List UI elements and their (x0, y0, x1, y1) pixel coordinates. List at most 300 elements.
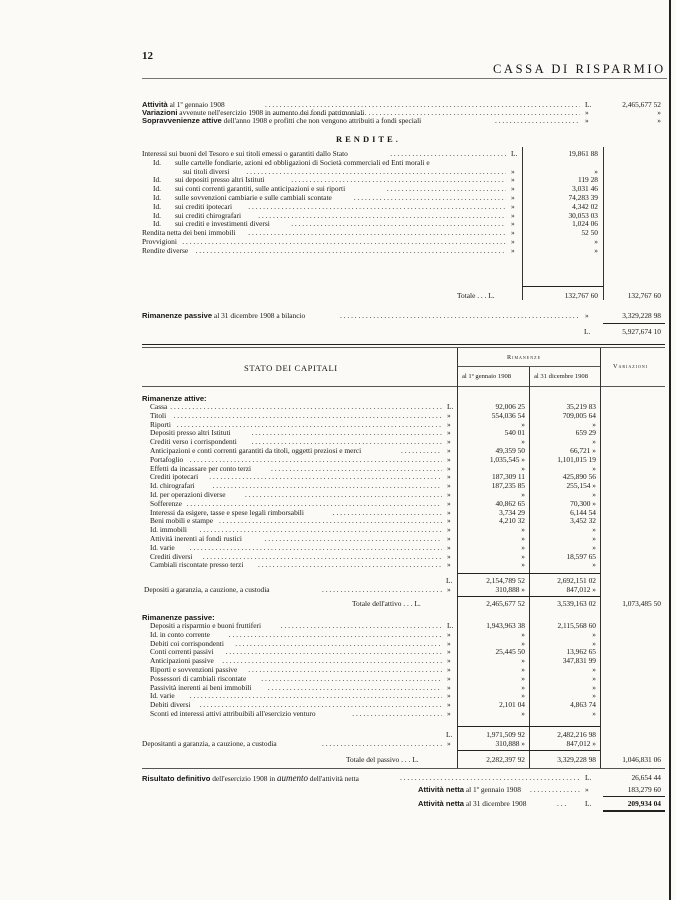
attive-row-label: Id. chirografari (150, 481, 195, 491)
result-line-3-bold: Attività netta (418, 799, 464, 808)
passive-row-leader (248, 666, 442, 674)
rendite-row-cur: » (511, 175, 515, 185)
rendite-row-cur: » (511, 166, 515, 176)
attive-row-leader (177, 421, 442, 429)
attive-row-v1: » (521, 542, 525, 552)
rendite-row-label: sulle cartelle fondiarie, azioni ed obbligazioni di Società commerciali ed Enti morali e (175, 157, 430, 167)
passive-row-v2: 2,115,568 60 (557, 621, 596, 630)
rendite-row-prefix: Id. (153, 193, 162, 202)
passive-subtotal-v1: 1,971,509 92 (486, 730, 525, 739)
attive-row-v1: » (521, 551, 525, 561)
rendite-row-label: sulle sovvenzioni cambiarie e sulle cambiali scontate (175, 193, 332, 202)
rendite-row-label: sui conti correnti garantiti, sulle anticipazioni e sui riporti (175, 184, 346, 194)
attive-row-v1: 187,235 85 (491, 481, 525, 491)
passive-row-leader (281, 622, 442, 630)
attive-row-leader (258, 561, 442, 569)
rendite-row-label: sui crediti chirografari (175, 210, 242, 220)
passive-row-cur: » (447, 638, 451, 648)
header-rule (142, 78, 667, 79)
rendite-total-value: 132,767 60 (564, 291, 598, 300)
attive-row-v1: » (521, 419, 525, 429)
attive-row-cur: » (447, 481, 451, 491)
passive-depositi-leader (322, 740, 442, 748)
attive-row-leader (209, 473, 442, 481)
rendite-row-value: 119 28 (577, 175, 598, 185)
intro-row-bold: Sopravvenienze attive (142, 116, 222, 125)
attive-row-cur: » (447, 560, 451, 570)
result-line-2-value: 183,279 60 (627, 785, 661, 794)
result-line-2-leader (530, 786, 580, 794)
rendite-row-cur: » (511, 193, 515, 202)
attive-row-leader (170, 403, 442, 411)
result-line-1-tail: dell'attività netta (307, 774, 359, 783)
attive-row-v2: 66,721 » (570, 446, 596, 455)
attive-row-cur: » (447, 525, 451, 535)
attive-row-v1: 3,734 29 (499, 507, 525, 517)
passive-row-leader (229, 631, 442, 639)
passive-row-v2: » (592, 691, 596, 701)
intro-row-cur: L. (585, 100, 592, 109)
rendite-row-label: sui titoli diversi (183, 166, 230, 176)
stato-col-rule-b (529, 367, 530, 768)
rimanenze-passive-leader (340, 312, 580, 320)
rendite-row-leader (291, 176, 506, 184)
result-line-1-value: 26,654 44 (631, 773, 661, 782)
attive-row-leader (219, 517, 442, 525)
result-line-3-leader: . . . (557, 799, 567, 808)
passive-row-leader (352, 710, 442, 718)
passive-total-label: Totale del passivo . . . L. (346, 755, 419, 764)
result-rule (603, 796, 665, 797)
rendite-row-leader (258, 212, 506, 220)
rendite-row-cur: » (511, 219, 515, 229)
passive-depositi-v1: 310,888 » (495, 739, 525, 748)
result-line-3-cur: L. (585, 799, 592, 808)
attive-row-label: Sofferenze (150, 498, 182, 508)
attive-row-leader (333, 509, 442, 517)
attive-row-cur: » (447, 410, 451, 420)
passive-row-label: Conti correnti passivi (150, 647, 214, 657)
passive-depositi-cur: » (447, 739, 451, 748)
attive-row-leader (245, 491, 442, 499)
intro-row-bold: Variazioni (142, 108, 178, 117)
result-double-rule (603, 810, 665, 812)
intro-row-cur: » (585, 108, 589, 117)
passive-row-v1: 1,943,963 38 (486, 621, 525, 630)
passive-row-v2: 347,831 99 (562, 656, 596, 666)
rendite-row-prefix: Id. (153, 210, 162, 220)
passive-row-leader (261, 675, 442, 683)
rendite-row-label: Provvigioni (142, 237, 177, 246)
result-line-2-text: al 1º gennaio 1908 (464, 785, 521, 794)
rendite-row-prefix: Id. (153, 175, 162, 185)
rendite-row-value: 30,053 03 (568, 210, 598, 220)
attive-row-label: Attività inerenti ai fondi rustici (150, 534, 242, 543)
rendite-row-label: Rendite diverse (142, 245, 189, 255)
attive-row-v2: » (592, 525, 596, 535)
passive-row-v1: » (521, 665, 525, 674)
attive-row-cur: » (447, 498, 451, 508)
attive-row-leader (252, 438, 443, 446)
passive-row-leader (200, 701, 443, 709)
attive-row-cur: » (447, 454, 451, 464)
stato-col-rule-c (600, 348, 601, 768)
rimanenze-passive-value: 3,329,228 98 (622, 311, 661, 320)
attive-depositi-leader (322, 586, 442, 594)
attive-depositi-v1: 310,888 » (495, 585, 525, 594)
passive-row-v1: » (521, 709, 525, 718)
passive-row-cur: L. (447, 621, 454, 630)
passive-row-leader (226, 648, 443, 656)
attive-row-cur: » (447, 516, 451, 526)
passive-row-label: Debiti diversi (150, 700, 191, 710)
passive-row-v1: 2,101 04 (499, 700, 525, 710)
passive-row-leader (268, 684, 442, 692)
result-line-3 (418, 800, 526, 808)
passive-row-label: Anticipazioni passive (150, 656, 214, 666)
rendite-row-cur: » (511, 210, 515, 220)
passive-row-cur: » (447, 673, 451, 683)
rendite-row-label: sui crediti ipotecari (175, 201, 233, 211)
stato-top-rule (142, 344, 665, 345)
rendite-row-prefix: Id. (153, 184, 162, 194)
rendite-row-value: 1,024 06 (572, 219, 598, 229)
attive-subtotal-cur: L. (446, 576, 453, 585)
attive-total-v2: 3,539,163 02 (557, 599, 596, 608)
rendite-row-value: 52 50 (581, 228, 598, 238)
rendite-row-prefix: Id. (153, 219, 162, 229)
attive-row-leader (401, 447, 442, 455)
attive-row-leader (265, 535, 443, 543)
passive-total-rule (457, 750, 600, 751)
attive-row-cur: » (447, 490, 451, 499)
attive-row-v2: » (592, 463, 596, 473)
rendite-row-prefix: Id. (153, 157, 162, 167)
attive-row-v1: » (521, 437, 525, 447)
passive-heading: Rimanenze passive: (142, 613, 215, 622)
passive-row-v2: » (592, 709, 596, 718)
passive-total-v2: 3,329,228 98 (557, 755, 596, 764)
rendite-row-label: Interessi sui buoni del Tesoro e sui titoli emessi o garantiti dallo Stato (142, 149, 348, 158)
passive-row-label: Passività inerenti ai beni immobili (150, 682, 252, 692)
passive-total-v1: 2,282,397 92 (486, 755, 525, 764)
passive-row-cur: » (447, 709, 451, 718)
grand-total-cur: L. (584, 327, 591, 336)
attive-row-label: Id. per operazioni diverse (150, 490, 226, 499)
attive-row-v2: 18,597 65 (566, 551, 596, 561)
result-line-2 (418, 786, 521, 794)
attive-row-label: Interessi da esigere, tasse e spese legali rimborsabili (150, 507, 304, 517)
passive-row-v1: » (521, 656, 525, 666)
intro-row (142, 117, 421, 125)
attive-row-label: Effetti da incassare per conto terzi (150, 463, 252, 473)
attive-row-label: Cassa (150, 402, 168, 411)
attive-row-label: Portafoglio (150, 454, 184, 464)
attive-row-label: Id. immobili (150, 525, 187, 535)
attive-row-v2: 70,300 » (570, 498, 596, 508)
attive-depositi-v2: 847,012 » (566, 585, 596, 594)
attive-row-v1: 4,210 32 (499, 516, 525, 526)
passive-row-leader (222, 657, 442, 665)
attive-row-cur: » (447, 419, 451, 429)
rendite-col-rule (522, 147, 523, 300)
intro-row-text: avvenute nell'esercizio 1908 in aumento dei fondi patrimoniali (177, 108, 365, 117)
grand-total-rule (603, 323, 665, 324)
attive-row-cur: » (447, 507, 451, 517)
rendite-row-leader (246, 168, 506, 176)
passive-row-label: Id. varie (150, 691, 175, 701)
rendite-heading: RENDITE. (336, 134, 401, 144)
result-line-3-text: al 31 dicembre 1908 (464, 799, 527, 808)
passive-row-cur: » (447, 665, 451, 674)
attive-row-leader (190, 456, 442, 464)
attive-row-v1: » (521, 463, 525, 473)
intro-row-text: al 1º gennaio 1908 (167, 100, 225, 109)
grand-total-value: 5,927,674 10 (622, 327, 661, 336)
intro-row-leader (495, 117, 580, 125)
passive-row-cur: » (447, 647, 451, 657)
passive-row-label: Debiti coi corrispondenti (150, 638, 224, 648)
attive-row-label: Beni mobili e stampe (150, 516, 214, 526)
attive-row-v2: 1,101,015 19 (557, 454, 596, 464)
rendite-row-leader (182, 238, 506, 246)
passive-row-v1: » (521, 682, 525, 692)
attive-row-leader (271, 465, 442, 473)
intro-row-text: dell'anno 1908 e profitti che non vengono attribuiti a fondi speciali (221, 116, 422, 125)
result-line-1-italic: aumento (276, 773, 308, 783)
attive-row-leader (187, 500, 443, 508)
intro-row-value: 2,465,677 52 (622, 100, 661, 109)
attive-row-cur: » (447, 437, 451, 447)
attive-row-v2: 709,005 64 (562, 410, 596, 420)
rendite-row-cur: » (511, 184, 515, 194)
rendite-row-label: sui depositi presso altri Istituti (175, 175, 265, 185)
result-line-1-leader (400, 774, 580, 782)
attive-row-label: Titoli (150, 410, 167, 420)
rendite-row-leader (354, 194, 506, 202)
rimanenze-passive-bold: Rimanenze passive (142, 311, 213, 320)
stato-col-rule-a (457, 348, 458, 768)
passive-subtotal-cur: L. (446, 730, 453, 739)
attive-row-label: Depositi presso altri Istituti (150, 428, 231, 438)
attive-subtotal-v1: 2,154,789 52 (486, 576, 525, 585)
intro-row-bold: Attività (142, 100, 168, 109)
stato-bottom-rule (142, 768, 665, 769)
rendite-total-right: 132,767 60 (627, 291, 661, 300)
attive-row-v2: 255,154 » (566, 481, 596, 491)
attive-row-cur: » (447, 446, 451, 455)
rendite-row-prefix: Id. (153, 201, 162, 211)
attive-row-leader (252, 429, 443, 437)
rendite-row-leader (248, 203, 506, 211)
attive-row-v2: » (592, 437, 596, 447)
passive-row-label: Possessori di cambiali riscontate (150, 673, 247, 683)
rendite-row-cur: » (511, 228, 515, 238)
passive-row-v1: » (521, 629, 525, 639)
passive-row-v2: 13,962 65 (566, 647, 596, 657)
attive-row-v2: » (592, 542, 596, 552)
attive-depositi-cur: » (447, 585, 451, 594)
result-line-1-cur: L. (585, 773, 592, 782)
attive-row-v2: » (592, 534, 596, 543)
result-line-2-cur: » (585, 785, 589, 794)
attive-row-cur: » (447, 551, 451, 561)
passive-row-cur: » (447, 700, 451, 710)
rendite-row-cur: L. (511, 149, 518, 158)
attive-row-v1: » (521, 525, 525, 535)
attive-total-v3: 1,073,485 50 (622, 599, 661, 608)
passive-row-v2: » (592, 629, 596, 639)
rimanenze-passive-text: al 31 dicembre 1908 a bilancio (212, 311, 306, 320)
attive-sub-rule (457, 573, 600, 574)
attive-row-cur: » (447, 472, 451, 482)
attive-row-v2: » (592, 490, 596, 499)
rendite-total-rule (522, 286, 603, 287)
passive-row-v2: 4,863 74 (570, 700, 596, 710)
attive-row-v1: 92,006 25 (495, 402, 525, 411)
result-line-3-value: 209,934 04 (627, 799, 661, 808)
attive-subtotal-v2: 2,692,151 02 (557, 576, 596, 585)
attive-row-label: Cambiali riscontate presso terzi (150, 560, 244, 570)
attive-row-v1: » (521, 490, 525, 499)
passive-sub-rule (457, 726, 600, 727)
result-line-1 (142, 774, 359, 783)
result-line-1-text: dell'esercizio 1908 in (210, 774, 277, 783)
passive-row-v1: » (521, 638, 525, 648)
attive-row-v1: 554,036 54 (491, 410, 525, 420)
attive-row-leader (203, 553, 442, 561)
passive-row-v2: » (592, 638, 596, 648)
attive-row-v2: » (592, 560, 596, 570)
attive-row-v2: 3,452 32 (570, 516, 596, 526)
attive-row-v1: 540 01 (504, 428, 525, 438)
attive-row-v1: 49,359 50 (495, 446, 525, 455)
attive-row-label: Id. varie (150, 542, 175, 552)
passive-row-cur: » (447, 656, 451, 666)
result-line-1-bold: Risultato definitivo (142, 774, 211, 783)
attive-row-leader (213, 482, 443, 490)
attive-depositi-label: Depositi a garanzia, a cauzione, a custodia (144, 585, 270, 594)
attive-row-label: Riporti (150, 419, 171, 429)
passive-row-v2: » (592, 673, 596, 683)
passive-row-leader (235, 640, 442, 648)
attive-row-cur: » (447, 534, 451, 543)
attive-heading: Rimanenze attive: (142, 394, 207, 403)
passive-row-cur: » (447, 629, 451, 639)
attive-row-leader (174, 412, 443, 420)
attive-total-rule (457, 596, 600, 597)
passive-row-label: Sconti ed interessi attivi attribuibili all'esercizio venturo (150, 709, 316, 718)
attive-row-v1: » (521, 534, 525, 543)
attive-row-v2: » (592, 419, 596, 429)
stato-col1: al 1º gennaio 1908 (462, 373, 512, 380)
attive-row-leader (190, 544, 442, 552)
passive-row-label: Id. in conto corrente (150, 629, 210, 639)
passive-row-label: Depositi a risparmio e buoni fruttiferi (150, 621, 262, 630)
attive-row-label: Crediti ipotecari (150, 472, 199, 482)
rendite-row-value: » (594, 237, 598, 246)
attive-total-label: Totale dell'attivo . . . L. (352, 599, 421, 608)
stato-top-rule-2 (142, 347, 665, 348)
attive-row-v1: » (521, 560, 525, 570)
passive-row-v2: » (592, 682, 596, 692)
rendite-row-leader (291, 220, 506, 228)
rimanenze-passive-row (142, 312, 305, 320)
attive-row-v2: 425,890 56 (562, 472, 596, 482)
attive-row-cur: » (447, 428, 451, 438)
running-title: CASSA DI RISPARMIO (493, 62, 666, 76)
rendite-row-value: » (594, 166, 598, 176)
attive-total-v1: 2,465,677 52 (486, 599, 525, 608)
rendite-row-value: 3,031 46 (572, 184, 598, 194)
attive-row-cur: » (447, 463, 451, 473)
rimanenze-passive-cur: » (585, 311, 589, 320)
page-edge-rule (669, 0, 671, 900)
passive-row-v1: 25,445 50 (495, 647, 525, 657)
attive-row-v2: 6,144 54 (570, 507, 596, 517)
passive-depositi-label: Depositanti a garanzia, a cauzione, a custodia (142, 739, 277, 748)
passive-row-label: Riporti e sovvenzioni passive (150, 665, 238, 674)
attive-row-v2: 35,219 83 (566, 402, 596, 411)
rendite-row-leader (196, 247, 507, 255)
rendite-row-leader (390, 150, 506, 158)
passive-row-v2: » (592, 665, 596, 674)
attive-row-v1: 1,035,545 » (489, 454, 525, 464)
attive-row-label: Crediti verso i corrispondenti (150, 437, 237, 447)
rendite-row-value: 19,861 88 (568, 149, 598, 158)
rendite-row-cur: » (511, 245, 515, 255)
passive-row-v1: » (521, 673, 525, 683)
rendite-total-label: Totale . . . L. (457, 291, 495, 300)
attive-row-v1: 187,309 11 (492, 472, 525, 482)
stato-col3: Variazioni (613, 363, 649, 370)
attive-row-cur: L. (447, 402, 454, 411)
rendite-row-value: 74,283 39 (568, 193, 598, 202)
passive-subtotal-v2: 2,482,216 98 (557, 730, 596, 739)
intro-row-value: » (657, 116, 661, 125)
attive-row-cur: » (447, 542, 451, 552)
rendite-row-value: » (594, 245, 598, 255)
attive-row-leader (200, 526, 443, 534)
attive-row-label: Anticipazioni e conti correnti garantiti da titoli, oggetti preziosi e merci (150, 446, 362, 455)
attive-row-label: Crediti diversi (150, 551, 193, 561)
rendite-row-leader (248, 229, 506, 237)
rendite-row-cur: » (511, 201, 515, 211)
stato-col-group: Rimanenze (507, 354, 542, 361)
page-number: 12 (142, 50, 153, 62)
passive-total-v3: 1,046,831 06 (622, 755, 661, 764)
passive-row-cur: » (447, 682, 451, 692)
passive-row-cur: » (447, 691, 451, 701)
rendite-row-label: sui crediti e investimenti diversi (175, 219, 270, 229)
rendite-col-rule-2 (603, 147, 604, 300)
rendite-row-cur: » (511, 237, 515, 246)
rendite-row-label: Rendita netta dei beni immobili (142, 228, 236, 238)
passive-depositi-v2: 847,012 » (566, 739, 596, 748)
attive-row-v2: 659 29 (575, 428, 596, 438)
attive-row-v1: 40,862 65 (495, 498, 525, 508)
passive-row-v1: » (521, 691, 525, 701)
stato-col2: al 31 dicembre 1908 (534, 373, 589, 380)
stato-title: STATO DEI CAPITALI (244, 363, 338, 373)
intro-row-value: » (657, 108, 661, 117)
stato-head-rule (142, 386, 665, 387)
rendite-row-leader (387, 185, 506, 193)
rendite-row-value: 4,342 02 (572, 201, 598, 211)
passive-row-leader (190, 692, 442, 700)
intro-row-cur: » (585, 116, 589, 125)
result-line-2-bold: Attività netta (418, 785, 464, 794)
